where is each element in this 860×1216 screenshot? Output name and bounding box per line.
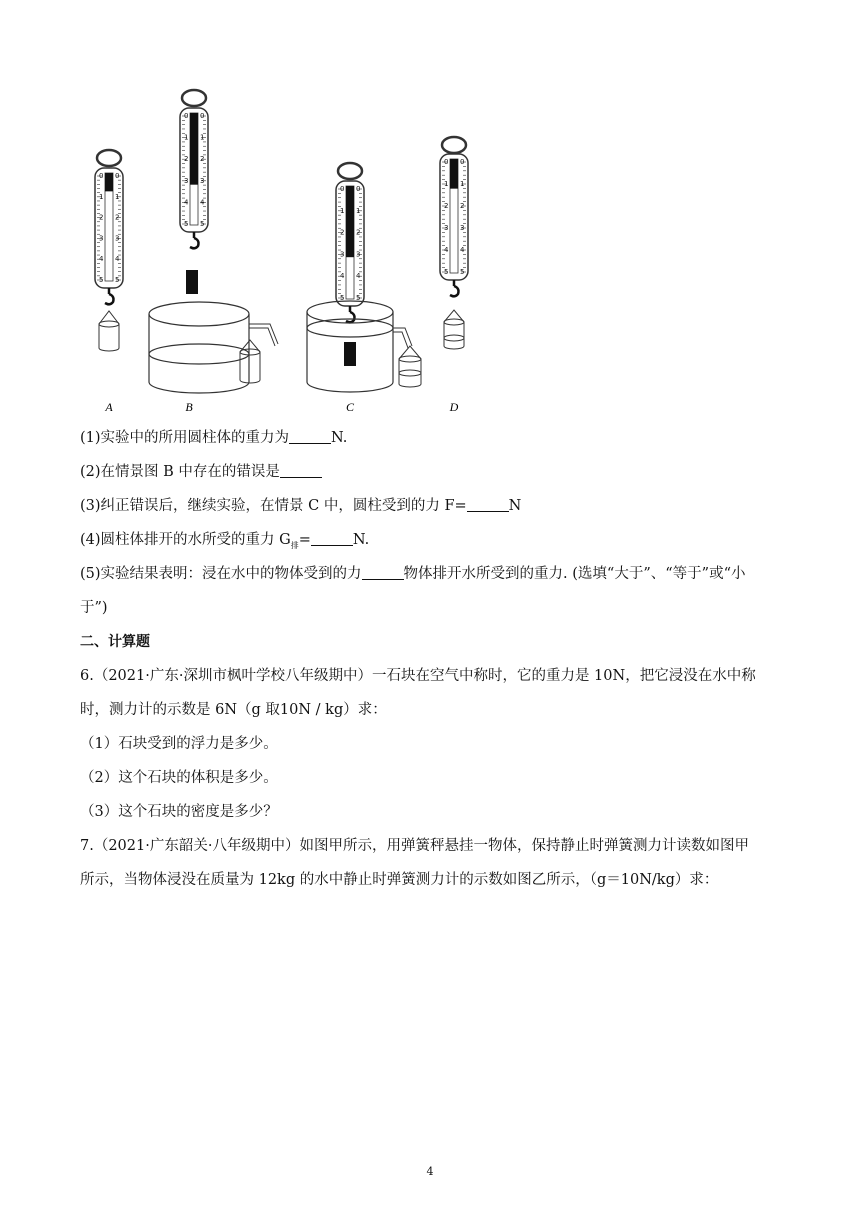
scale-tick-label: 0 <box>356 185 361 193</box>
question-3 <box>80 499 521 514</box>
scale-ring-b <box>182 90 206 106</box>
scale-tick-label: 2 <box>356 228 361 237</box>
scale-tick-label: 1 <box>115 192 120 201</box>
scale-tick-label: 1 <box>444 180 449 188</box>
section-title: 二、计算题 <box>80 634 150 650</box>
scale-tick-label: 4 <box>356 272 361 281</box>
problem-6-line-2: 时，测力计的示数是 6N（g 取10N / kg）求： <box>80 702 387 718</box>
scale-tick-label: 0 <box>340 185 345 193</box>
scale-tick-label: 5 <box>184 220 189 228</box>
spring-scale-d <box>440 137 468 296</box>
scale-tick-label: 3 <box>340 250 345 259</box>
problem-7-line-1: 7.（2021·广东韶关·八年级期中）如图甲所示，用弹簧秤悬挂一物体，保持静止时弹簧测力计读数如图甲 <box>80 838 749 854</box>
answer-blank-2[interactable] <box>280 465 322 478</box>
page-number: 4 <box>426 1165 434 1178</box>
scale-tick-label: 3 <box>200 176 205 185</box>
question-4-unit: N. <box>352 532 370 548</box>
scale-tick-label: 4 <box>115 255 120 264</box>
scale-tick-label: 1 <box>356 206 361 215</box>
figure-label-d: D <box>449 400 459 414</box>
scale-tick-label: 0 <box>444 158 449 166</box>
question-5-wrap: 于”) <box>80 600 108 616</box>
scale-tick-label: 3 <box>444 224 449 232</box>
experiment-figure <box>80 84 480 420</box>
answer-blank-1[interactable] <box>289 431 331 444</box>
scale-tick-label: 0 <box>184 112 189 120</box>
scale-hook-c <box>346 312 355 322</box>
figure-label-a: A <box>105 400 113 414</box>
question-5-text: (5)实验结果表明：浸在水中的物体受到的力 <box>80 566 362 582</box>
scale-ring-a <box>97 150 121 166</box>
scale-tick-label: 2 <box>200 155 205 164</box>
problem-6-sub-2: （2）这个石块的体积是多少。 <box>80 770 278 786</box>
answer-blank-4[interactable] <box>311 533 353 546</box>
scale-tick-label: 4 <box>444 246 449 254</box>
experiment-diagram <box>80 84 480 420</box>
scale-tick-label: 1 <box>460 180 465 188</box>
scale-spring-d <box>450 159 458 189</box>
question-5-text-cont: 物体排开水所受到的重力. (选填“大于”、“等于”或“小 <box>403 566 746 582</box>
cylinder-block-b <box>186 270 198 294</box>
scale-tick-label: 4 <box>460 246 465 254</box>
scale-hook-d <box>450 286 459 296</box>
bucket-a <box>99 311 119 351</box>
question-1 <box>80 431 347 446</box>
scale-tick-label: 3 <box>356 250 361 259</box>
scale-tick-label: 0 <box>99 172 104 180</box>
problem-6-sub-3: （3）这个石块的密度是多少？ <box>80 804 278 820</box>
question-2 <box>80 465 322 480</box>
scale-tick-label: 1 <box>200 133 205 142</box>
scale-tick-label: 0 <box>200 112 205 120</box>
question-4 <box>80 533 369 550</box>
scale-spring-a <box>105 173 113 191</box>
spring-scale-a <box>95 150 123 304</box>
scale-tick-label: 5 <box>444 268 449 276</box>
spring-scale-b <box>180 90 208 248</box>
problem-6-line-1: 6.（2021·广东·深圳市枫叶学校八年级期中）一石块在空气中称时，它的重力是 10N，把它浸没在水中称 <box>80 668 756 684</box>
answer-blank-5[interactable] <box>362 567 404 580</box>
scale-tick-label: 1 <box>99 192 104 201</box>
scale-tick-label: 2 <box>115 213 120 222</box>
scale-tick-label: 2 <box>340 228 345 237</box>
scale-hook-a <box>105 294 114 304</box>
scale-tick-label: 3 <box>460 224 465 232</box>
scale-tick-label: 5 <box>356 294 361 302</box>
figure-label-b: B <box>185 400 193 414</box>
scale-tick-label: 4 <box>200 198 205 207</box>
problem-6-sub-1: （1）石块受到的浮力是多少。 <box>80 736 278 752</box>
scale-tick-label: 4 <box>340 272 345 281</box>
catch-cup-c <box>399 346 421 387</box>
scale-tick-label: 1 <box>340 206 345 215</box>
problem-7-line-2: 所示，当物体浸没在质量为 12kg 的水中静止时弹簧测力计的示数如图乙所示，（g＝10N/kg）求： <box>80 872 719 888</box>
scale-tick-label: 0 <box>115 172 120 180</box>
question-1-unit: N. <box>331 430 348 446</box>
scale-hook-b <box>190 238 199 248</box>
question-3-text: (3)纠正错误后，继续实验，在情景 C 中，圆柱受到的力 F= <box>80 498 467 514</box>
scale-tick-label: 5 <box>460 268 465 276</box>
question-4-text: (4)圆柱体排开的水所受的重力 G <box>80 532 291 548</box>
scale-tick-label: 3 <box>184 176 189 185</box>
scale-spring-b <box>190 113 198 185</box>
question-2-text: (2)在情景图 B 中存在的错误是 <box>80 464 280 480</box>
catch-cup-b <box>240 340 260 383</box>
scale-tick-label: 2 <box>444 202 449 210</box>
question-4-equals: = <box>298 532 311 548</box>
scale-ring-c <box>338 163 362 179</box>
question-3-unit: N <box>508 498 522 514</box>
bucket-d <box>444 310 464 349</box>
scale-tick-label: 5 <box>340 294 345 302</box>
scale-tick-label: 2 <box>184 155 189 164</box>
scale-tick-label: 4 <box>99 255 104 264</box>
scale-tick-label: 2 <box>460 202 465 210</box>
scale-tick-label: 5 <box>99 276 104 284</box>
cylinder-block-c <box>344 342 356 366</box>
answer-blank-3[interactable] <box>467 499 509 512</box>
scale-spring-c <box>346 186 354 257</box>
question-4-subscript: 排 <box>290 540 299 550</box>
scale-tick-label: 3 <box>115 234 120 243</box>
spring-scale-c <box>336 163 364 322</box>
scale-tick-label: 2 <box>99 213 104 222</box>
scale-tick-label: 0 <box>460 158 465 166</box>
scale-tick-label: 5 <box>115 276 120 284</box>
scale-tick-label: 1 <box>184 133 189 142</box>
question-5 <box>80 567 746 582</box>
scale-tick-label: 4 <box>184 198 189 207</box>
scale-tick-label: 3 <box>99 234 104 243</box>
beaker-b <box>149 302 278 393</box>
scale-tick-label: 5 <box>200 220 205 228</box>
question-1-text: (1)实验中的所用圆柱体的重力为 <box>80 430 290 446</box>
scale-ring-d <box>442 137 466 153</box>
beaker-c <box>307 301 412 392</box>
figure-label-c: C <box>345 400 355 414</box>
